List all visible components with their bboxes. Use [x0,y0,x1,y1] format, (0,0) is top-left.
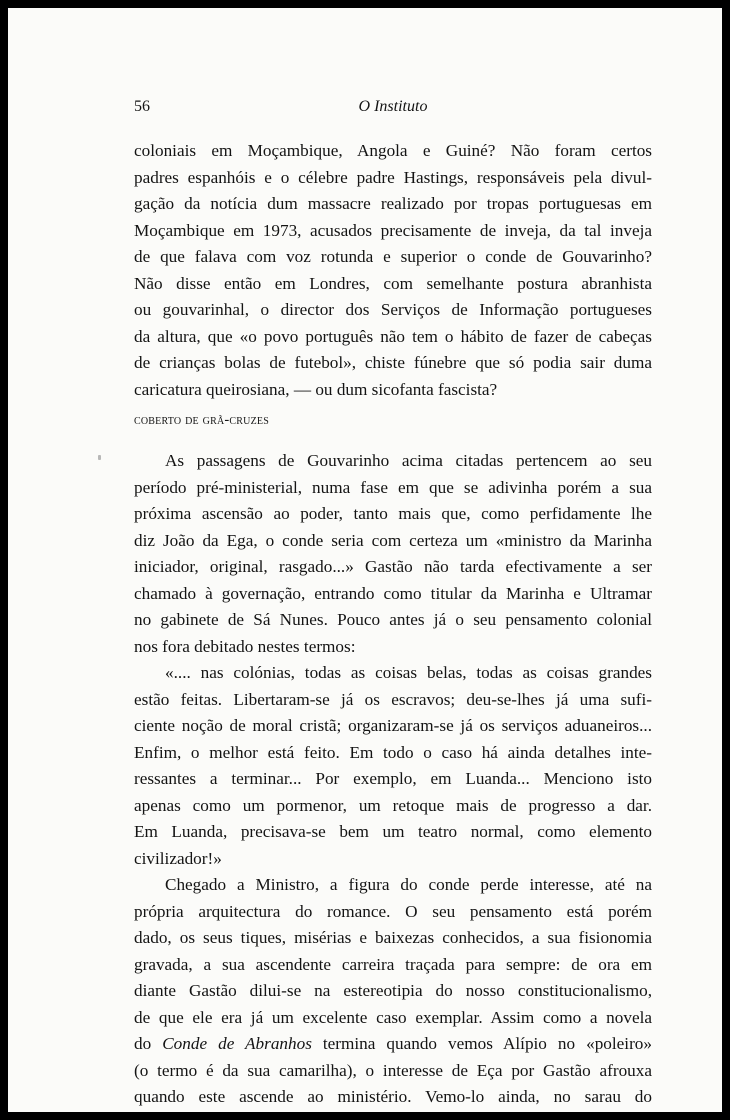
paragraph-2 [134,448,652,660]
text-line: de que falava com voz rotunda e superior o conde de Gouvarinho? [134,247,652,266]
text-line: da altura, que «o povo português não tem o hábito de fazer de cabeças [134,326,652,346]
text-line: estão feitas. Libertaram-se já os escravos; deu-se-lhes já uma sufi- [134,689,652,709]
line-fragment: termina quando vemos Alípio no «poleiro» [311,1034,652,1053]
text-line: Moçambique em 1973, acusados precisamente de inveja, da tal inveja [134,220,652,240]
scan-speck [98,455,101,460]
quote-block [134,660,652,872]
text-line: gação da notícia dum massacre realizado por tropas portuguesas em [134,194,652,213]
text-line: iniciador, original, rasgado...» Gastão não tarda efectivamente a ser [134,557,652,576]
text-line: Em Luanda, precisava-se bem um teatro normal, como elemento [134,822,652,841]
text-line: padres espanhóis e o célebre padre Hastings, responsáveis pela divul- [134,167,652,187]
running-title: O Instituto [358,98,428,115]
text-line: de que ele era já um excelente caso exemplar. Assim como a novela [134,1007,652,1027]
section-heading: coberto de grã-cruzes [134,412,269,428]
line-fragment: do [134,1034,163,1053]
text-line [134,1031,652,1058]
text-line: chamado à governação, entrando como titular da Marinha e Ultramar [134,583,652,603]
page-number: 56 [134,98,150,115]
text-line: próxima ascensão ao poder, tanto mais que, como perfidamente lhe [134,504,652,523]
text-line: caricatura queirosiana, — ou dum sicofanta fascista? [134,379,498,399]
page-header [134,98,652,120]
text-line: (o termo é da sua camarilha), o interesse de Eça por Gastão afrouxa [134,1060,652,1080]
text-line: quando este ascende ao ministério. Vemo-lo ainda, no sarau do [134,1087,652,1106]
text-line: dado, os seus tiques, misérias e baixezas conhecidos, a sua fisionomia [134,928,652,947]
book-title: Conde de Abranhos [162,1034,312,1053]
paragraph-1 [134,138,652,403]
text-line: ressantes a terminar... Por exemplo, em Luanda... Menciono isto [134,769,652,788]
text-line: ou gouvarinhal, o director dos Serviços de Informação portugueses [134,300,652,319]
text-line: diante Gastão dilui-se na estereotipia do nosso constitucionalismo, [134,981,652,1000]
paragraph-3 [134,872,652,1111]
text-line: nos fora debitado nestes termos: [134,636,356,656]
text-line: apenas como um pormenor, um retoque mais de progresso a dar. [134,795,652,815]
text-line: no gabinete de Sá Nunes. Pouco antes já o seu pensamento colonial [134,610,652,629]
text-line: Enfim, o melhor está feito. Em todo o caso há ainda detalhes inte- [134,742,652,762]
text-line: «.... nas colónias, todas as coisas belas, todas as coisas grandes [165,663,652,682]
text-line: diz João da Ega, o conde seria com certeza um «ministro da Marinha [134,530,652,550]
text-line: gravada, a sua ascendente carreira traçada para sempre: de ora em [134,954,652,974]
text-line: coloniais em Moçambique, Angola e Guiné? Não foram certos [134,141,652,160]
text-line: período pré-ministerial, numa fase em que se adivinha porém a sua [134,477,652,497]
text-line: Chegado a Ministro, a figura do conde perde interesse, até na [165,875,652,894]
text-line: As passagens de Gouvarinho acima citadas pertencem ao seu [165,451,652,470]
text-line: ciente noção de moral cristã; organizaram-se já os serviços aduaneiros... [134,716,652,735]
text-line: civilizador!» [134,848,222,868]
text-line: de crianças bolas de futebol», chiste fúnebre que só podia sair duma [134,353,652,372]
text-line: própria arquitectura do romance. O seu pensamento está porém [134,901,652,921]
text-line: Não disse então em Londres, com semelhante postura abranhista [134,273,652,293]
book-page [8,8,722,1112]
